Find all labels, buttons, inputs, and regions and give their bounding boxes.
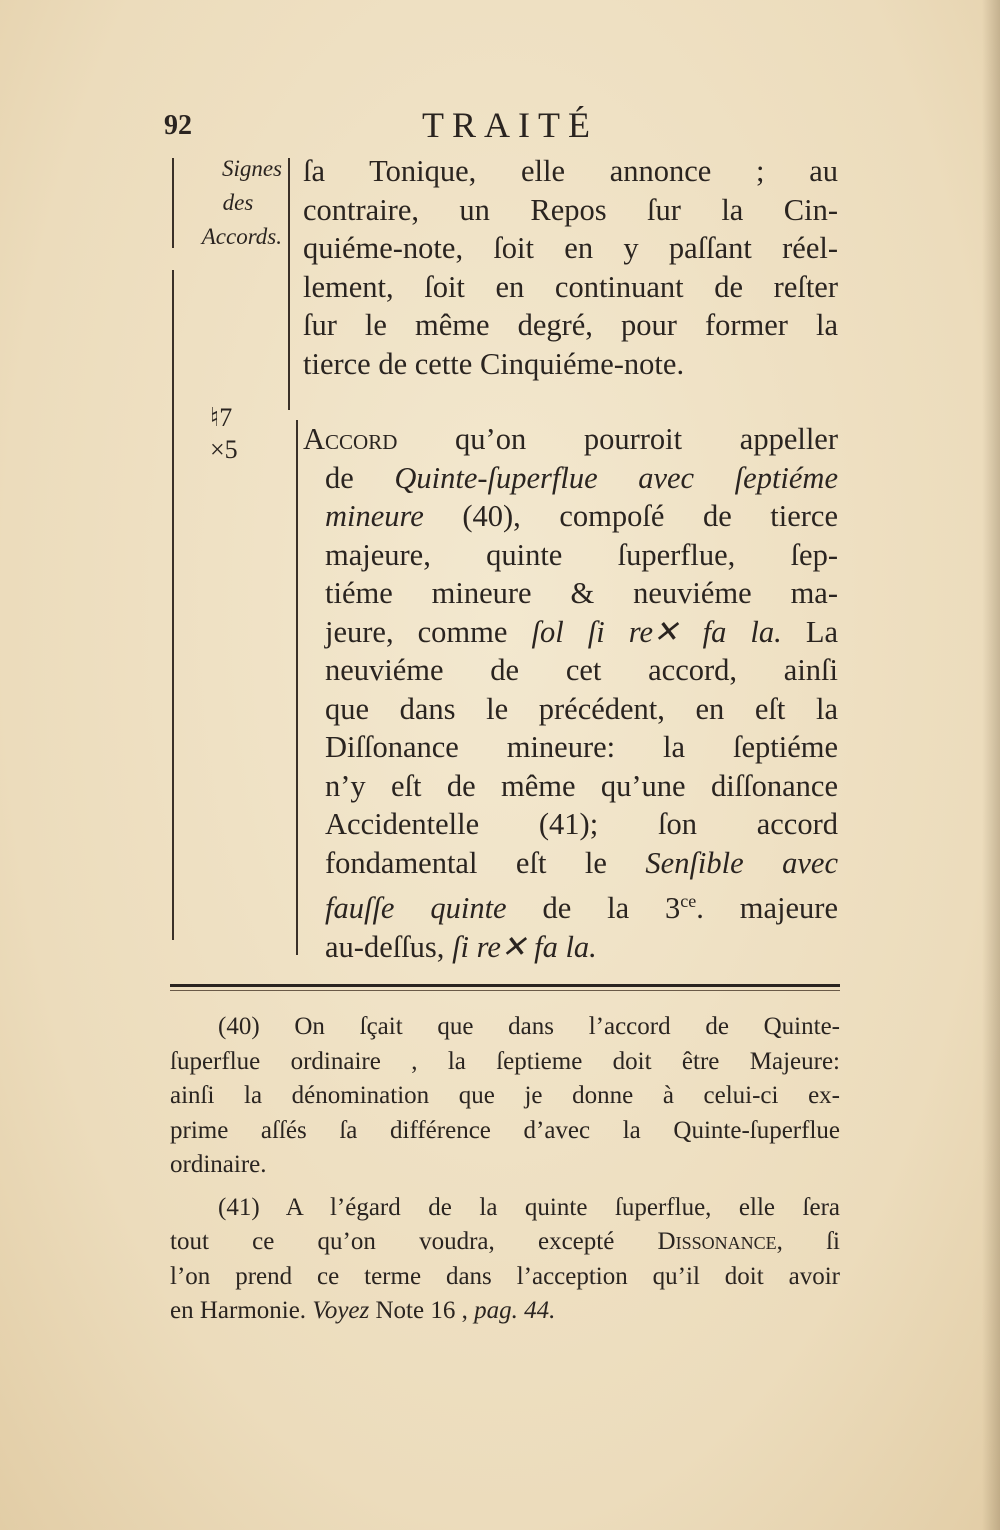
text-line: fondamental eſt le Senſible avec <box>325 845 839 880</box>
footnote-line: tout ce qu’on voudra, excepté Dissonance, ſi <box>170 1228 840 1255</box>
footnote-line: ſuperflue ordinaire , la ſeptieme doit être Majeure: <box>170 1047 840 1075</box>
text-line: au-deſſus, ſi re✕ fa la. <box>325 929 597 964</box>
page-edge-shadow <box>982 0 1000 1530</box>
chord-name: Senſible avec <box>645 845 839 880</box>
note-names: ſol ſi re✕ fa la. <box>531 614 782 649</box>
footnote-line: (41) A l’égard de la quinte ſuperflue, elle ſera <box>218 1193 840 1221</box>
text-line: lement, ſoit en continuant de reſter <box>303 269 838 304</box>
running-title: TRAITÉ <box>422 105 598 145</box>
footnote-line: en Harmonie. Voyez Note 16 , pag. 44. <box>170 1297 556 1324</box>
footnote-line: ordinaire. <box>170 1151 267 1178</box>
text-line: que dans le précédent, en eſt la <box>325 691 838 726</box>
text-line: Diſſonance mineure: la ſeptiéme <box>325 730 838 764</box>
footnote-line: prime aſſés ſa différence d’avec la Quinte-ſuperflue <box>170 1116 840 1144</box>
margin-note-line: Accords. <box>201 224 282 249</box>
footnote-rule <box>170 984 840 987</box>
text-line: Accord qu’on pourroit appeller <box>303 422 838 456</box>
text-line: neuviéme de cet accord, ainſi <box>325 653 838 687</box>
margin-rule-left <box>172 270 174 940</box>
text-line: mineure (40), compoſé de tierce <box>325 499 838 533</box>
chord-symbol-seventh: ♮7 <box>210 403 233 432</box>
margin-rule-right <box>296 420 298 955</box>
footnote-line: (40) On ſçait que dans l’accord de Quinte- <box>218 1013 840 1040</box>
footnote-rule-thin <box>170 990 840 991</box>
lead-word: Accord <box>303 422 398 456</box>
text-line: fauſſe quinte de la $3^{ce}$. majeure <box>325 891 838 926</box>
chord-name: Quinte-ſuperflue avec ſeptiéme <box>394 460 838 495</box>
footnote-41 <box>170 1191 840 1329</box>
margin-note <box>170 152 282 254</box>
footnote-40 <box>170 1010 840 1183</box>
text-line: tiéme mineure & neuviéme ma- <box>325 576 838 610</box>
chord-symbol-fifth: ×5 <box>210 435 238 464</box>
text-line: Accidentelle (41); ſon accord <box>325 807 838 841</box>
text-line: ſur le même degré, pour former la <box>303 308 838 342</box>
margin-rule-right <box>288 158 290 410</box>
chord-name: mineure <box>325 499 424 533</box>
chord-symbols <box>210 402 270 466</box>
footnotes <box>170 1010 840 1329</box>
text-line: tierce de cette Cinquiéme-note. <box>303 346 685 381</box>
text-line: quiéme-note, ſoit en y paſſant réel- <box>303 231 838 265</box>
chord-name: fauſſe quinte <box>325 891 507 926</box>
margin-note-line: des <box>222 190 254 215</box>
page-number: 92 <box>164 110 192 141</box>
text-line: contraire, un Repos ſur la Cin- <box>303 192 838 227</box>
text-line: jeure, comme ſol ſi re✕ fa la. La <box>325 614 838 649</box>
text-line: de Quinte-ſuperflue avec ſeptiéme <box>325 460 838 495</box>
margin-note-line: Signes <box>221 156 282 181</box>
text-line: majeure, quinte ſuperflue, ſep- <box>325 537 838 572</box>
text-line: ſa Tonique, elle annonce ; au <box>303 154 838 188</box>
paragraph-1 <box>303 152 838 383</box>
footnote-line: ainſi la dénomination que je donne à celui-ci ex- <box>170 1082 840 1109</box>
note-names: ſi re✕ fa la. <box>452 929 597 964</box>
paragraph-2 <box>303 420 838 966</box>
page-header <box>164 104 850 154</box>
text-line: n’y eſt de même qu’une diſſonance <box>325 768 838 803</box>
footnote-line: l’on prend ce terme dans l’acception qu’il doit avoir <box>170 1262 840 1290</box>
margin-rule-left <box>172 158 174 248</box>
